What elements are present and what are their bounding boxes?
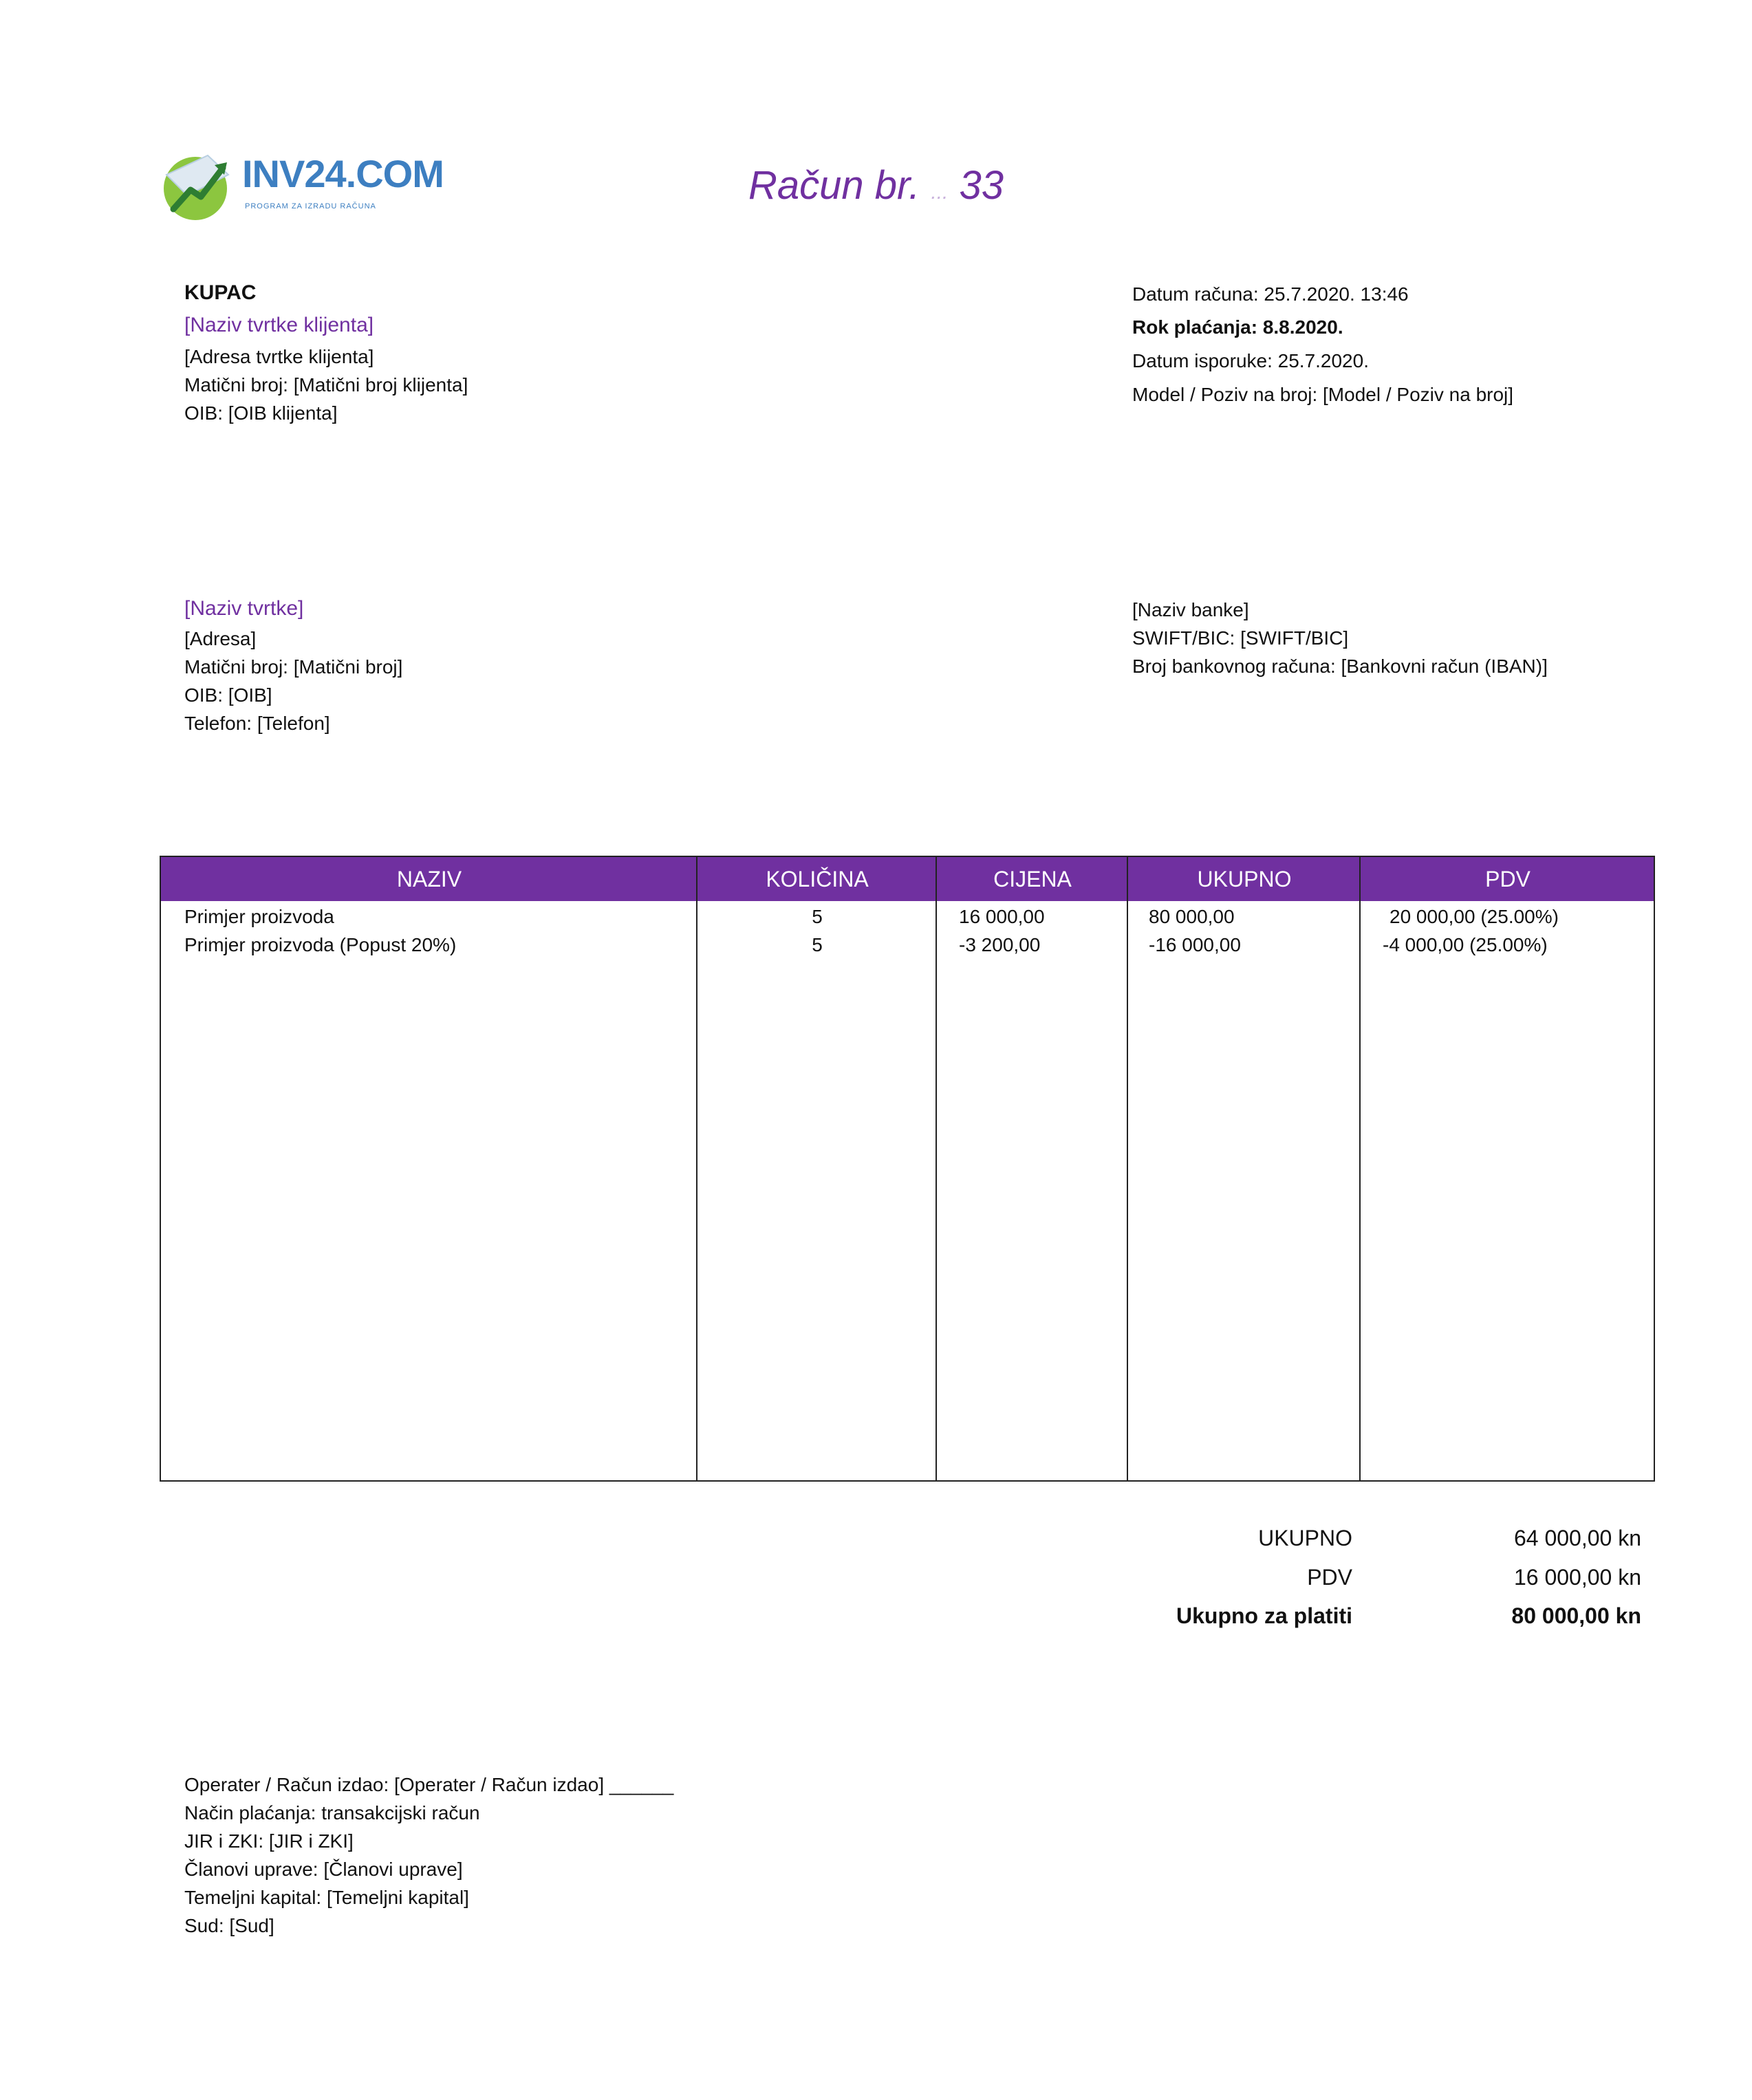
payment-model: Model / Poziv na broj: [Model / Poziv na broj] [1132, 384, 1514, 405]
footer-block [184, 1771, 673, 1940]
vat-value: 16 000,00 kn [1513, 1565, 1641, 1590]
row2-qty: 5 [812, 934, 823, 955]
bank-name: [Naziv banke] [1132, 599, 1249, 620]
row1-name: Primjer proizvoda [184, 906, 334, 927]
buyer-company: [Naziv tvrtke klijenta] [184, 314, 374, 336]
header-naziv: NAZIV [396, 867, 462, 891]
invoice-meta-block [1132, 278, 1513, 411]
seller-block [184, 593, 402, 737]
row1-total: 80 000,00 [1149, 906, 1235, 927]
vat-label: PDV [1307, 1565, 1352, 1590]
buyer-address: [Adresa tvrtke klijenta] [184, 346, 374, 367]
column-divider [1127, 857, 1128, 1480]
table-header [161, 857, 1654, 901]
invoice-date: Datum računa: 25.7.2020. 13:46 [1132, 283, 1409, 305]
row1-qty: 5 [812, 906, 823, 927]
header-ukupno: UKUPNO [1197, 867, 1292, 891]
header-pdv: PDV [1485, 867, 1531, 891]
delivery-date: Datum isporuke: 25.7.2020. [1132, 350, 1369, 371]
header-cijena: CIJENA [993, 867, 1072, 891]
grand-total-label: Ukupno za platiti [1176, 1603, 1352, 1628]
invoice-title [0, 162, 1752, 208]
seller-company: [Naziv tvrtke] [184, 597, 304, 620]
buyer-heading: KUPAC [184, 281, 257, 304]
buyer-oib: OIB: [OIB klijenta] [184, 402, 338, 424]
subtotal-value: 64 000,00 kn [1513, 1526, 1641, 1550]
logo-tagline: PROGRAM ZA IZRADU RAČUNA [245, 202, 376, 210]
grand-total-value: 80 000,00 kn [1511, 1603, 1641, 1628]
bank-block [1132, 596, 1548, 680]
seller-phone: Telefon: [Telefon] [184, 713, 330, 734]
title-prefix: Račun br. [748, 163, 920, 208]
invoice-number: 33 [959, 163, 1004, 208]
footer-board-members: Članovi uprave: [Članovi uprave] [184, 1859, 463, 1880]
row2-total: -16 000,00 [1149, 934, 1241, 955]
bank-swift: SWIFT/BIC: [SWIFT/BIC] [1132, 627, 1349, 649]
row1-price: 16 000,00 [959, 906, 1045, 927]
column-divider [1359, 857, 1361, 1480]
logo-text: INV24.COM [242, 152, 444, 195]
row2-price: -3 200,00 [959, 934, 1041, 955]
subtotal-label: UKUPNO [1258, 1526, 1352, 1550]
bank-account: Broj bankovnog računa: [Bankovni račun (IBAN)] [1132, 656, 1548, 677]
seller-address: [Adresa] [184, 628, 257, 649]
buyer-block [184, 278, 468, 427]
footer-court: Sud: [Sud] [184, 1915, 274, 1936]
footer-payment-method: Način plaćanja: transakcijski račun [184, 1802, 480, 1823]
seller-oib: OIB: [OIB] [184, 684, 272, 706]
buyer-reg-number: Matični broj: [Matični broj klijenta] [184, 374, 468, 396]
row2-vat: -4 000,00 (25.00%) [1383, 934, 1548, 955]
row1-vat: 20 000,00 (25.00%) [1389, 906, 1559, 927]
title-dots: ... [931, 181, 949, 204]
footer-capital: Temeljni kapital: [Temeljni kapital] [184, 1887, 469, 1908]
seller-reg-number: Matični broj: [Matični broj] [184, 656, 403, 678]
items-table [160, 856, 1655, 1482]
footer-operator: Operater / Račun izdao: [Operater / Račun izdao] ______ [184, 1774, 674, 1795]
invoice-due-date: Rok plaćanja: 8.8.2020. [1132, 316, 1343, 338]
footer-jir-zki: JIR i ZKI: [JIR i ZKI] [184, 1830, 354, 1852]
row2-name: Primjer proizvoda (Popust 20%) [184, 934, 457, 955]
header-kolicina: KOLIČINA [766, 867, 869, 891]
